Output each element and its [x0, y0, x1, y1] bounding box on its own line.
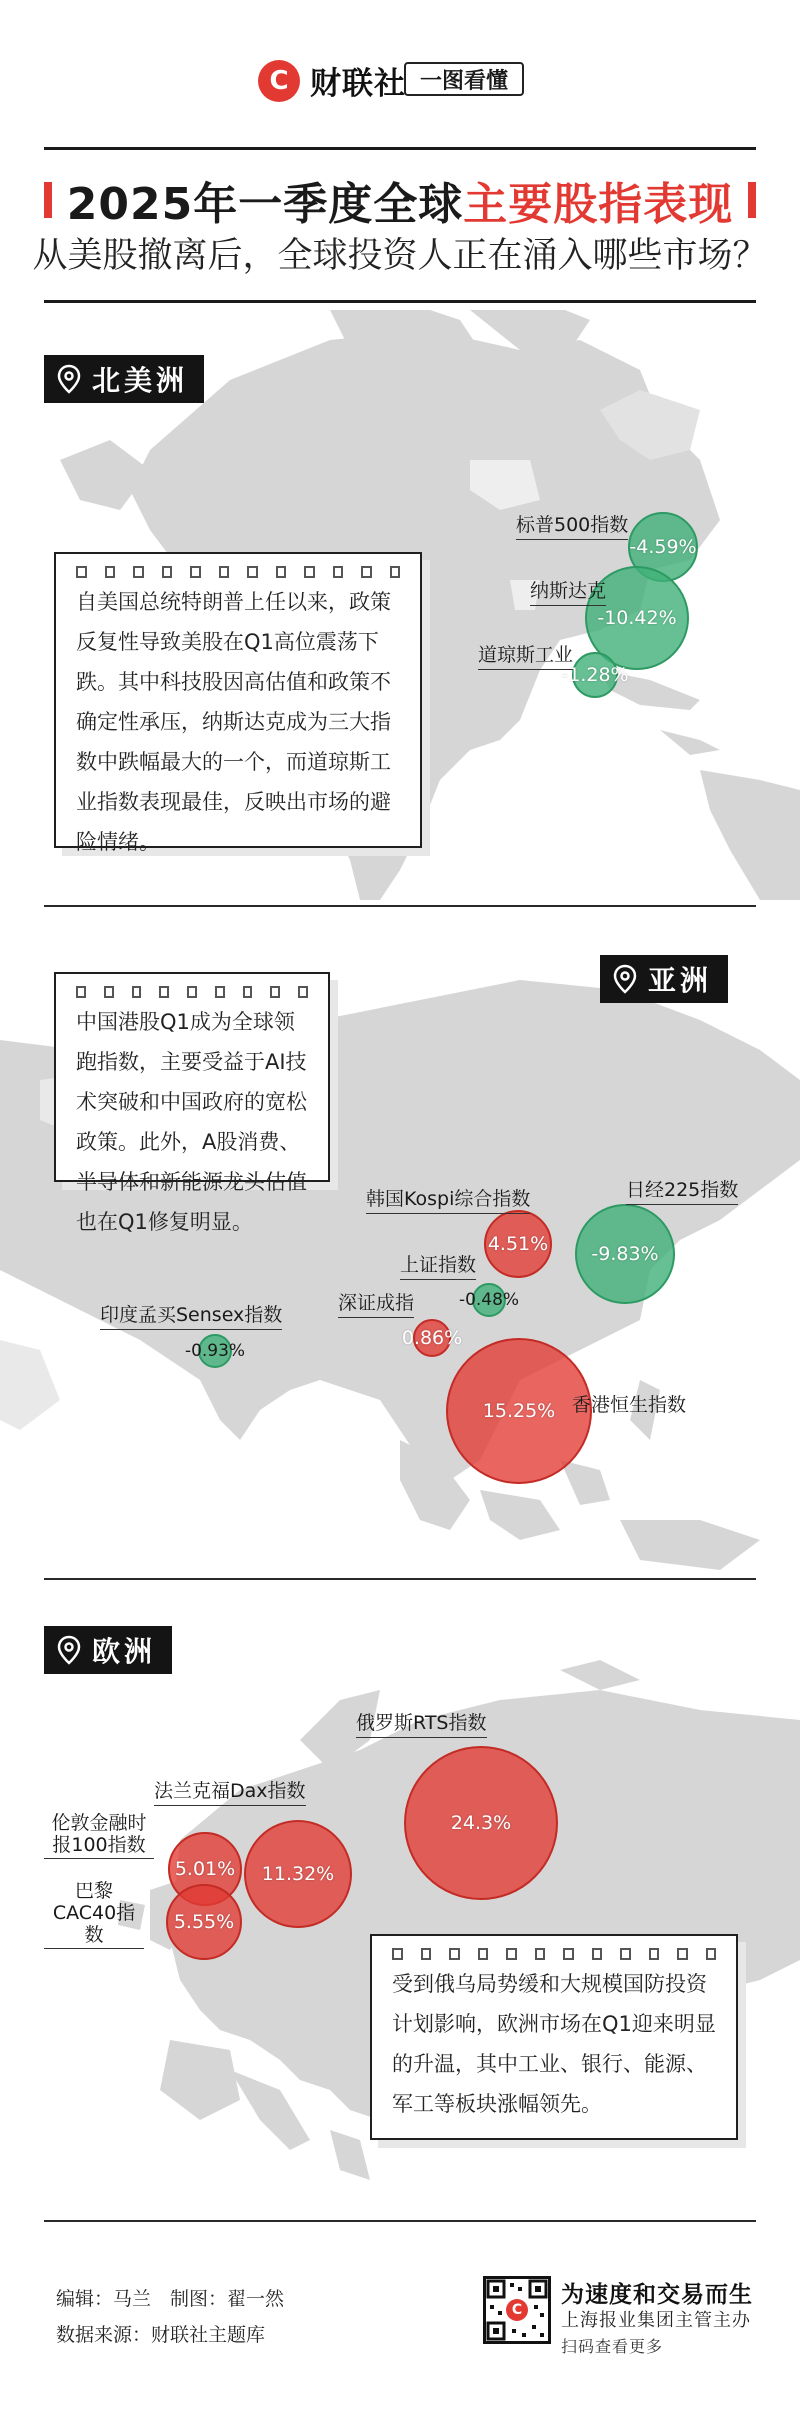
bubble-rts: 24.3%	[404, 1746, 558, 1900]
location-pin-icon	[612, 964, 638, 994]
label-nikkei: 日经225指数	[626, 1175, 738, 1205]
bubble-dax: 11.32%	[244, 1820, 352, 1928]
bubble-sensex: -0.93%	[198, 1334, 232, 1368]
brand-tag: 一图看懂	[404, 62, 524, 96]
section-tag-label: 欧洲	[92, 1635, 157, 1668]
bubble-nasdaq: -10.42%	[585, 566, 689, 670]
divider-3	[44, 2220, 756, 2222]
section-tag-north-america	[44, 355, 204, 403]
bubble-dow: -1.28%	[572, 652, 618, 698]
textbox-dots	[76, 986, 308, 998]
label-ftse: 伦敦金融时报100指数	[44, 1812, 154, 1859]
scan-hint: 扫码查看更多	[561, 2337, 664, 2356]
brand-name: 财联社	[310, 66, 406, 102]
label-rts: 俄罗斯RTS指数	[356, 1708, 487, 1738]
bubble-sp500: -4.59%	[628, 512, 698, 582]
label-kospi: 韩国Kospi综合指数	[366, 1184, 530, 1214]
label-dax: 法兰克福Dax指数	[154, 1776, 306, 1806]
slogan: 为速度和交易而生	[561, 2282, 753, 2308]
divider-2	[44, 1578, 756, 1580]
section-tag-label: 北美洲	[92, 364, 189, 397]
bubble-kospi: 4.51%	[484, 1210, 552, 1278]
label-shenzhen: 深证成指	[338, 1288, 414, 1318]
label-sensex: 印度孟买Sensex指数	[100, 1300, 282, 1330]
europe-text: 受到俄乌局势缓和大规模国防投资计划影响，欧洲市场在Q1迎来明显的升温，其中工业、银行、能源、军工等板块涨幅领先。	[392, 1972, 716, 2116]
page-subtitle: 从美股撤离后，全球投资人正在涌入哪些市场？	[32, 236, 768, 276]
bubble-nikkei: -9.83%	[575, 1204, 675, 1304]
bubble-hangseng: 15.25%	[446, 1338, 592, 1484]
page-title: 2025年一季度全球主要股指表现	[66, 179, 734, 230]
divider-1	[44, 905, 756, 907]
section-tag-label: 亚洲	[648, 964, 713, 997]
label-shanghai: 上证指数	[400, 1250, 476, 1280]
label-cac40: 巴黎CAC40指数	[44, 1880, 144, 1949]
bubble-shanghai: -0.48%	[472, 1283, 506, 1317]
textbox-dots	[76, 566, 400, 578]
qr-logo-icon: C	[506, 2299, 528, 2321]
title-rule	[44, 300, 756, 303]
data-source: 数据来源：财联社主题库	[56, 2324, 266, 2346]
section-tag-asia	[600, 955, 728, 1003]
label-hangseng: 香港恒生指数	[572, 1394, 687, 1416]
europe-textbox	[370, 1934, 738, 2140]
asia-textbox	[54, 972, 330, 1234]
label-sp500: 标普500指数	[516, 510, 628, 540]
brand-logo-group	[258, 58, 406, 103]
asia-text: 中国港股Q1成为全球领跑指数，主要受益于AI技术突破和中国政府的宽松政策。此外，A股消费、半导体和新能源龙头估值也在Q1修复明显。	[76, 1010, 307, 1234]
publisher: 上海报业集团主管主办	[561, 2310, 751, 2331]
textbox-dots	[392, 1948, 716, 1960]
bubble-cac40: 5.55%	[166, 1884, 242, 1960]
section-tag-europe	[44, 1626, 172, 1674]
qr-code[interactable]	[483, 2276, 551, 2344]
cls-logo-icon: C	[258, 60, 300, 102]
location-pin-icon	[56, 1635, 82, 1665]
location-pin-icon	[56, 364, 82, 394]
north-america-text: 自美国总统特朗普上任以来，政策反复性导致美股在Q1高位震荡下跌。其中科技股因高估值和政策不确定性承压，纳斯达克成为三大指数中跌幅最大的一个，而道琼斯工业指数表现最佳，反映出市场的避险情绪。	[76, 590, 391, 854]
label-nasdaq: 纳斯达克	[530, 576, 606, 606]
label-dow: 道琼斯工业	[478, 640, 573, 670]
bubble-shenzhen: 0.86%	[413, 1319, 451, 1357]
north-america-textbox	[54, 552, 422, 854]
editor-credit: 编辑：马兰 制图：翟一然	[56, 2288, 285, 2310]
bubble-ftse: 5.01%	[168, 1832, 242, 1906]
top-rule	[44, 147, 756, 150]
